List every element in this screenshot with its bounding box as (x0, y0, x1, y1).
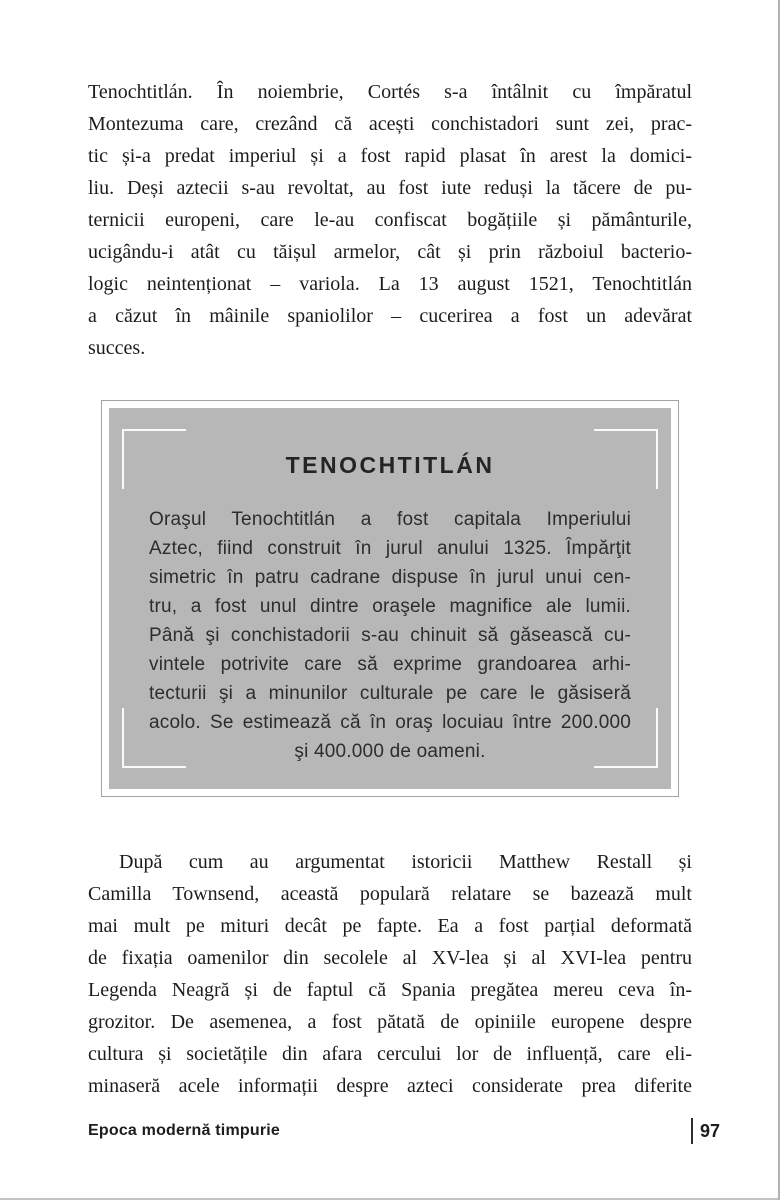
page-number-divider (691, 1118, 693, 1144)
corner-bracket-top-right (594, 429, 658, 489)
text-line: şi 400.000 de oameni. (294, 741, 486, 762)
text-line: succes. (88, 337, 146, 359)
text-line: a căzut în mâinile spaniolilor – cucerirea a fost un adevărat (88, 305, 692, 327)
text-line: grozitor. De asemenea, a fost pătată de opiniile europene despre (88, 1011, 692, 1033)
text-line: Până şi conchistadorii s-au chinuit să găsească cu- (149, 625, 631, 646)
corner-bracket-bottom-right (594, 708, 658, 768)
text-line: ternicii europeni, care le-au confiscat bogățiile și pământurile, (88, 209, 692, 231)
text-line: ucigându-i atât cu tăișul armelor, cât și prin războiul bacterio- (88, 241, 692, 263)
page-number-group (691, 1118, 720, 1144)
text-line: mai mult pe mituri decât pe fapte. Ea a fost parțial deformată (88, 915, 692, 937)
text-line: tru, a fost unul dintre oraşele magnifice ale lumii. (149, 596, 631, 617)
text-line: tic și-a predat imperiul și a fost rapid plasat în arest la domici- (88, 145, 692, 167)
text-line: tecturii şi a minunilor culturale pe care le găsiseră (149, 683, 631, 704)
page-footer (88, 1118, 720, 1144)
text-line: minaseră acele informații despre azteci considerate prea diferite (88, 1075, 692, 1097)
infobox-title: TENOCHTITLÁN (285, 452, 495, 478)
paragraph-continuation (88, 76, 692, 364)
text-line: logic neintenționat – variola. La 13 august 1521, Tenochtitlán (88, 273, 692, 295)
text-line: de fixația oamenilor din secolele al XV-lea și al XVI-lea pentru (88, 947, 692, 969)
text-line: Oraşul Tenochtitlán a fost capitala Imperiului (149, 509, 631, 530)
text-line: Montezuma care, crezând că acești conchistadori sunt zei, prac- (88, 113, 692, 135)
running-footer-section-title: Epoca modernă timpurie (88, 1122, 280, 1139)
paragraph-main (88, 846, 692, 1102)
corner-bracket-top-left (122, 429, 186, 489)
text-line: Camilla Townsend, această populară relatare se bazează mult (88, 883, 692, 905)
text-line: vintele potrivite care să exprime grandoarea arhi- (149, 654, 631, 675)
text-line: acolo. Se estimează că în oraş locuiau între 200.000 (149, 712, 631, 733)
text-line: După cum au argumentat istoricii Matthew Restall și (119, 851, 692, 873)
corner-bracket-bottom-left (122, 708, 186, 768)
text-line: cultura și societățile din afara cercului lor de influență, care eli- (88, 1043, 692, 1065)
page-number: 97 (699, 1120, 720, 1141)
text-line: Legenda Neagră și de faptul că Spania pregătea mereu ceva în- (88, 979, 692, 1001)
infobox-background (109, 408, 671, 789)
tenochtitlan-infobox (101, 400, 679, 797)
text-line: liu. Deși aztecii s-au revoltat, au fost iute reduși la tăcere de pu- (88, 177, 692, 199)
text-line: Aztec, fiind construit în jurul anului 1325. Împărţit (149, 538, 631, 559)
infobox-body (149, 505, 631, 766)
text-line: Tenochtitlán. În noiembrie, Cortés s-a întâlnit cu împăratul (88, 81, 692, 103)
text-line: simetric în patru cadrane dispuse în jurul unui cen- (149, 567, 631, 588)
